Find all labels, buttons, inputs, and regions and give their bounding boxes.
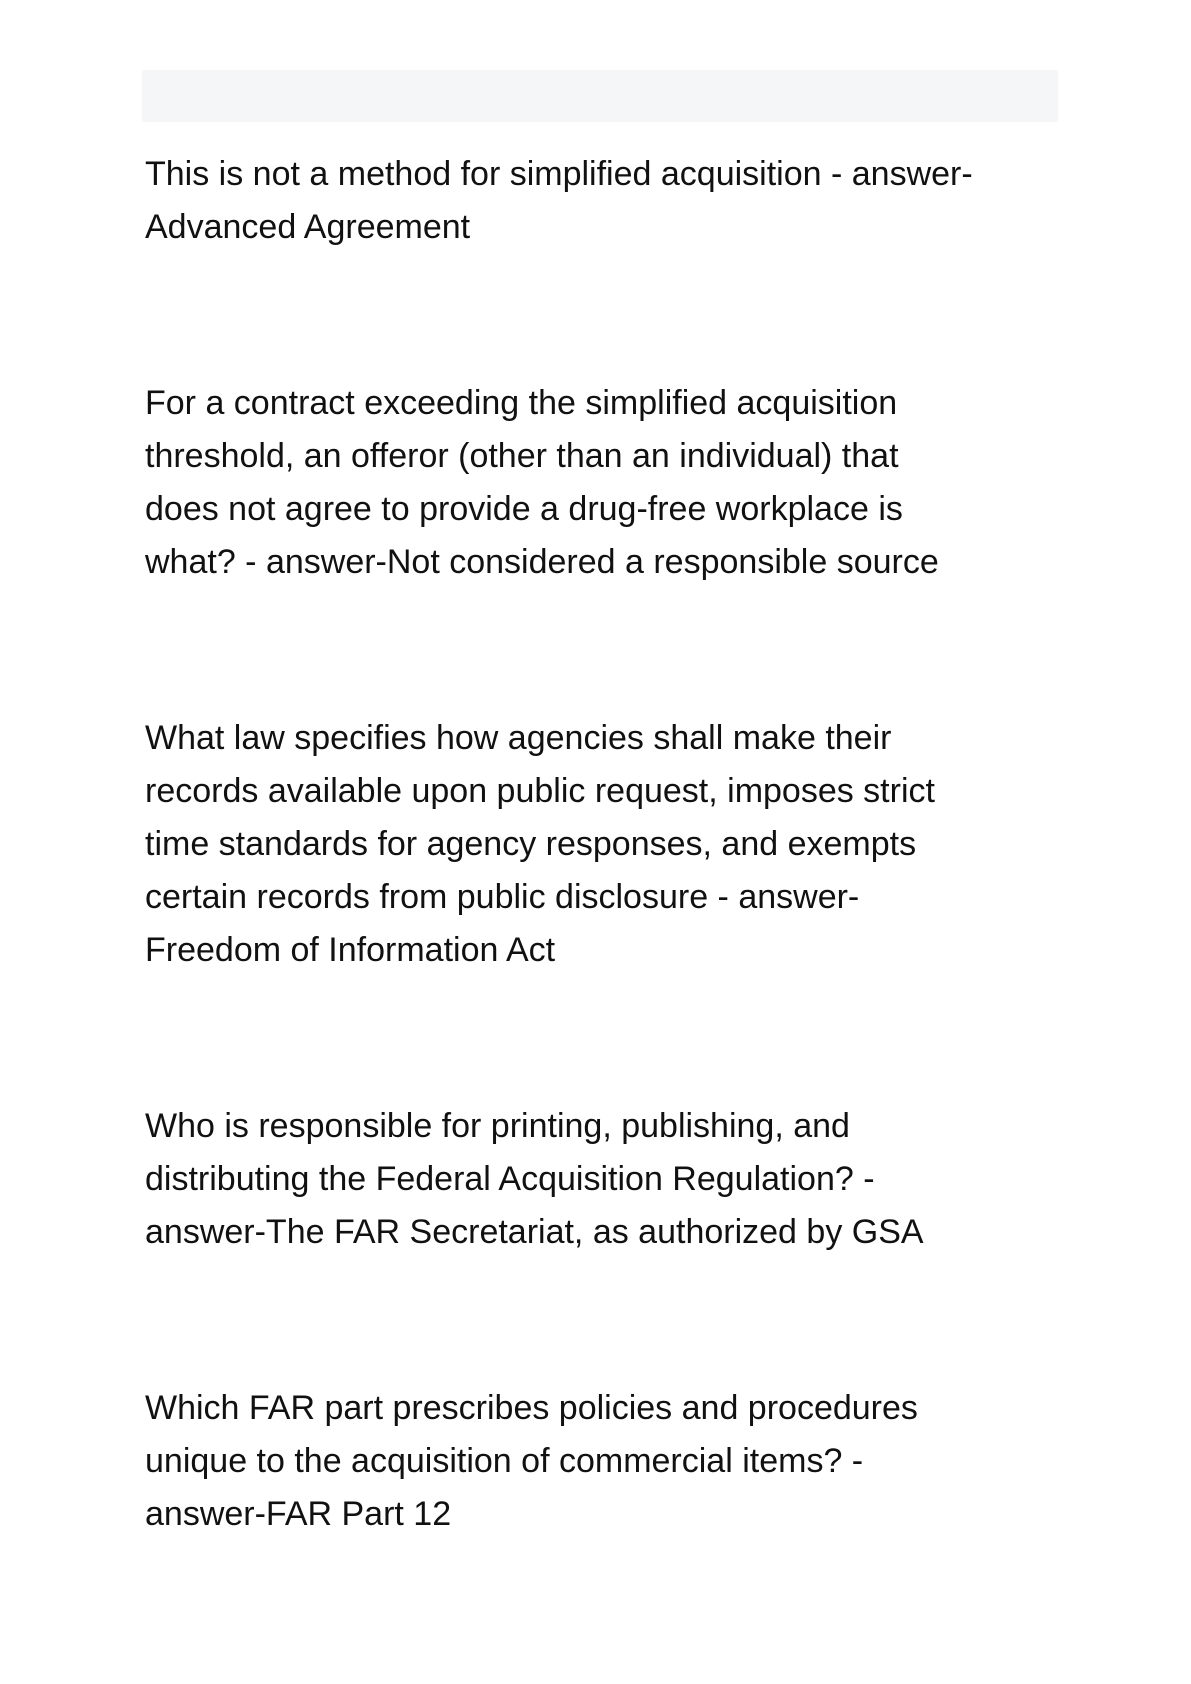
qa-text-line: certain records from public disclosure - answer-: [145, 878, 860, 916]
qa-text-line: threshold, an offeror (other than an individual) that: [145, 437, 899, 475]
qa-item: [145, 712, 1075, 977]
qa-text-line: This is not a method for simplified acquisition - answer-: [145, 155, 973, 193]
qa-text-line: What law specifies how agencies shall make their: [145, 719, 892, 757]
qa-text-line: what? - answer-Not considered a responsible source: [145, 543, 939, 581]
qa-item: [145, 1100, 1075, 1259]
qa-text-line: answer-FAR Part 12: [145, 1495, 452, 1533]
qa-text-line: Freedom of Information Act: [145, 931, 556, 969]
qa-text-line: Advanced Agreement: [145, 208, 471, 246]
qa-text-line: time standards for agency responses, and exempts: [145, 825, 917, 863]
qa-text-line: answer-The FAR Secretariat, as authorized by GSA: [145, 1213, 924, 1251]
qa-text-line: unique to the acquisition of commercial items? -: [145, 1442, 864, 1480]
qa-text-line: records available upon public request, imposes strict: [145, 772, 935, 810]
qa-text-line: does not agree to provide a drug-free workplace is: [145, 490, 903, 528]
qa-text-line: distributing the Federal Acquisition Regulation? -: [145, 1160, 875, 1198]
qa-text-line: Who is responsible for printing, publishing, and: [145, 1107, 850, 1145]
qa-list: [145, 148, 1075, 1664]
qa-text-line: Which FAR part prescribes policies and procedures: [145, 1389, 918, 1427]
header-band: [142, 70, 1058, 122]
qa-text-line: For a contract exceeding the simplified acquisition: [145, 384, 898, 422]
qa-item: [145, 1382, 1075, 1541]
qa-item: [145, 148, 1075, 254]
qa-item: [145, 377, 1075, 589]
